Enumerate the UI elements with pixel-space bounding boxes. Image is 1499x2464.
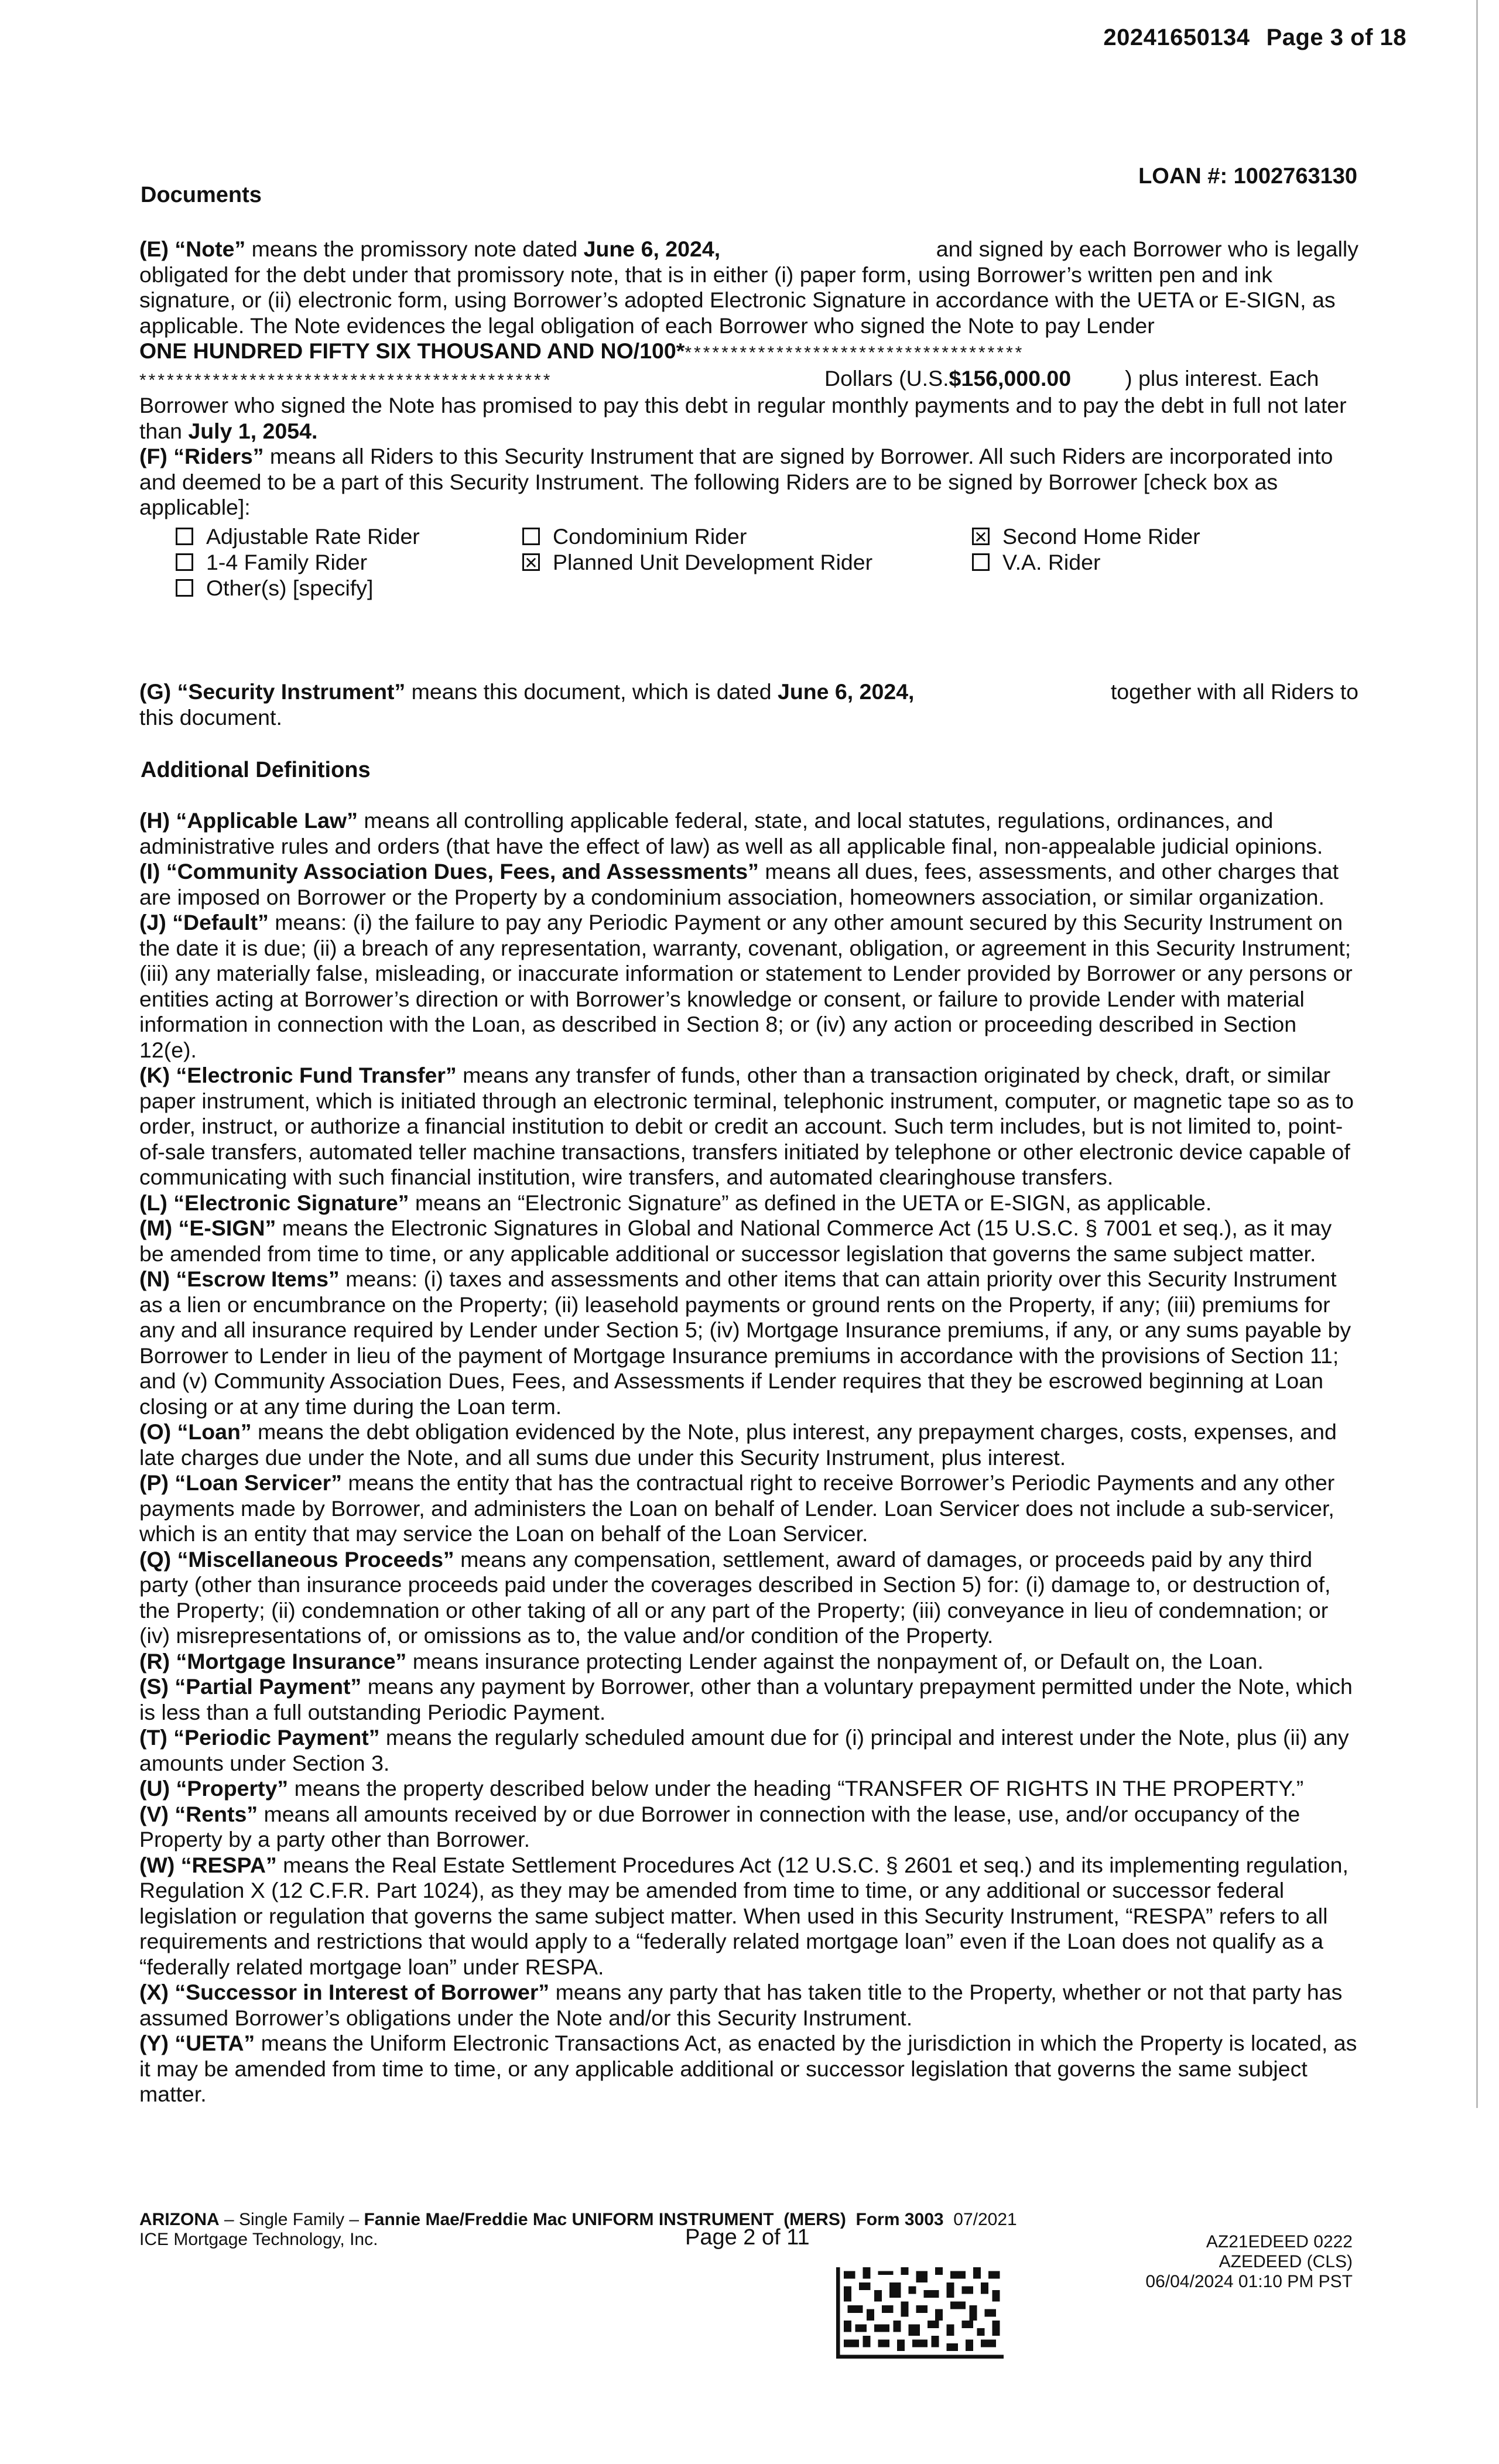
definition-item: (P) “Loan Servicer” means the entity that has the contractual right to receive Borrower’s Periodic Payments and any other payments made by Borrower, and administers the Loan on behalf of Lender. Loan Servicer does not include a sub-servicer, which is an entity that may service the Loan on behalf of the Loan Servicer. [139,1470,1335,1546]
rider-1-4-family[interactable]: 1-4 Family Rider [176,549,420,575]
definition-item: (K) “Electronic Fund Transfer” means any transfer of funds, other than a transaction originated by check, draft, or similar paper instrument, which is initiated through an electronic terminal, telephonic instrument, computer, or magnetic tape so as to order, instruct, or authorize a financial institution to debit or credit an account. Such term includes, but is not limited to, point-of-sale transfers, automated teller machine transactions, transfers initiated by telephone or other electronic device capable of communicating with such financial institution, wire transfers, and automated clearinghouse transfers. [139,1063,1354,1189]
loan-amount: $156,000.00 [949,365,1072,391]
scan-margin-line [1476,0,1478,2108]
stars-fill-1: ************************************* [685,343,1025,362]
note-text-rest: obligated for the debt under that promissory note, that is in either (i) paper form, using Borrower’s written pen and ink signature, or (ii) electronic form, using Borrower’s adopted Electronic Signature in accordance with the UETA or E-SIGN, as applicable. The Note evidences the legal obligation of each Borrower who signed the Note to pay Lender [139,262,1336,338]
footer-vendor: ICE Mortgage Technology, Inc. [139,2230,378,2249]
form-footer: ARIZONA – Single Family – Fannie Mae/Freddie Mac UNIFORM INSTRUMENT (MERS) Form 3003 07/2021 ICE Mortgage Technology, Inc. [139,2210,1017,2249]
stars-fill-2: ********************************************* [139,370,553,390]
definitions-list [139,808,1358,2107]
checkbox[interactable] [972,553,990,571]
definition-item: (J) “Default” means: (i) the failure to pay any Periodic Payment or any other amount secured by this Security Instrument on the date it is due; (ii) a breach of any representation, warranty, covenant, obligation, or agreement in this Security Instrument; (iii) any materially false, misleading, or inaccurate information or statement to Lender provided by Borrower or any persons or entities acting at Borrower’s direction or with Borrower’s knowledge or consent, or failure to provide Lender with material information in connection with the Loan, as described in Section 8; or (iv) any action or proceeding described in Section 12(e). [139,910,1353,1062]
riders-label: (F) “Riders” [139,444,264,468]
definition-item: (Q) “Miscellaneous Proceeds” means any compensation, settlement, award of damages, or proceeds paid by any third party (other than insurance proceeds paid under the coverages described in Section 5) for: (i) damage to, or destruction of, the Property; (ii) condemnation or other taking of all or any part of the Property; (iii) conveyance in lieu of condemnation; or (iv) misrepresentations of, or omissions as to, the value and/or condition of the Property. [139,1546,1331,1648]
security-label: (G) “Security Instrument” [139,679,406,704]
definition-item: (M) “E-SIGN” means the Electronic Signatures in Global and National Commerce Act (15 U.S.C. § 7001 et seq.), as it may be amended from time to time, or any applicable additional or successor legislation that governs the same subject matter. [139,1216,1332,1266]
rider-other[interactable]: Other(s) [specify] [176,575,420,601]
checkbox-checked[interactable]: ✕ [972,528,990,545]
note-date: June 6, 2024, [583,237,721,261]
rider-second-home[interactable]: ✕ Second Home Rider [972,523,1200,549]
definition-item: (W) “RESPA” means the Real Estate Settlement Procedures Act (12 U.S.C. § 2601 et seq.) and its implementing regulation, Regulation X (12 C.F.R. Part 1024), as they may be amended from time to time, or any additional or successor federal legislation or regulation that governs the same subject matter. When used in this Security Instrument, “RESPA” refers to all requirements and restrictions that would apply to a “federally related mortgage loan” even if the Loan does not qualify as a “federally related mortgage loan” under RESPA. [139,1852,1349,1979]
checkbox[interactable] [522,528,540,545]
amount-words: ONE HUNDRED FIFTY SIX THOUSAND AND NO/100* [139,338,685,363]
footer-codes: AZ21EDEED 0222 AZEDEED (CLS) 06/04/2024 01:10 PM PST [1145,2232,1353,2291]
checkbox[interactable] [176,528,193,545]
definition-item: (O) “Loan” means the debt obligation evidenced by the Note, plus interest, any prepayment charges, costs, expenses, and late charges due under the Note, and all sums due under this Security Instrument, plus interest. [139,1419,1337,1470]
definition-item: (T) “Periodic Payment” means the regularly scheduled amount due for (i) principal and interest under the Note, plus (ii) any amounts under Section 3. [139,1725,1349,1775]
page-count: Page 3 of 18 [1266,25,1406,50]
recording-header [1087,25,1406,51]
note-text-rest2: Borrower who signed the Note has promised to pay this debt in regular monthly payments and to pay the debt in full not later than [139,393,1347,443]
definition-item: (X) “Successor in Interest of Borrower” means any party that has taken title to the Property, whether or not that party has assumed Borrower’s obligations under the Note and/or this Security Instrument. [139,1980,1343,2030]
definition-item: (Y) “UETA” means the Uniform Electronic Transactions Act, as enacted by the jurisdiction in which the Property is located, as it may be amended from time to time, or any applicable additional or successor legislation that governs the same subject matter. [139,2031,1357,2106]
record-number: 20241650134 [1103,25,1250,50]
definition-item: (R) “Mortgage Insurance” means insurance protecting Lender against the nonpayment of, or Default on, the Loan. [139,1648,1264,1674]
definition-item: (N) “Escrow Items” means: (i) taxes and assessments and other items that can attain priority over this Security Instrument as a lien or encumbrance on the Property; (ii) leasehold payments or ground rents on the Property, if any; (iii) premiums for any and all insurance required by Lender under Section 5; (iv) Mortgage Insurance premiums, if any, or any sums payable by Borrower to Lender in lieu of the payment of Mortgage Insurance premiums in accordance with the provisions of Section 11; and (v) Community Association Dues, Fees, and Assessments if Lender requires that they be escrowed beginning at Loan closing or at any time during the Loan term. [139,1267,1351,1419]
definition-item: (V) “Rents” means all amounts received by or due Borrower in connection with the lease, use, and/or occupancy of the Property by a party other than Borrower. [139,1801,1300,1852]
checkbox-checked[interactable]: ✕ [522,553,540,571]
definition-item: (I) “Community Association Dues, Fees, and Assessments” means all dues, fees, assessments, and other charges that are imposed on Borrower or the Property by a condominium association, homeowners association, or similar organization. [139,859,1339,909]
dollars-label: Dollars (U.S. [824,365,949,391]
definition-item: (U) “Property” means the property described below under the heading “TRANSFER OF RIGHTS IN THE PROPERTY.” [139,1776,1304,1801]
security-instrument-definition: (G) “Security Instrument” means this document, which is dated June 6, 2024, together with all Riders to this document. [139,679,1358,730]
additional-definitions-heading: Additional Definitions [141,758,371,782]
maturity-date: July 1, 2054. [188,418,318,443]
footer-state: ARIZONA [139,2210,220,2229]
security-date: June 6, 2024, [777,679,915,704]
note-definition [139,237,1358,521]
documents-label: Documents [141,183,262,207]
note-label: (E) “Note” [139,237,246,261]
riders-text: means all Riders to this Security Instrument that are signed by Borrower. All such Riders are incorporated into and deemed to be a part of this Security Instrument. The following Riders are to be signed by Borrower [check box as applicable]: [139,444,1333,519]
barcode-icon [836,2267,1004,2359]
note-text-b: and signed by each Borrower who is legally [936,237,1358,261]
footer-form-name: Fannie Mae/Freddie Mac UNIFORM INSTRUMENT [364,2210,774,2229]
checkbox[interactable] [176,579,193,597]
rider-condominium[interactable]: Condominium Rider [522,523,872,549]
note-text-a: means the promissory note dated [245,237,584,261]
rider-va[interactable]: V.A. Rider [972,549,1200,575]
rider-planned-unit-development[interactable]: ✕ Planned Unit Development Rider [522,549,872,575]
plus-interest: ) plus interest. Each [1125,365,1319,391]
rider-adjustable-rate[interactable]: Adjustable Rate Rider [176,523,420,549]
definition-item: (H) “Applicable Law” means all controlling applicable federal, state, and local statutes, regulations, ordinances, and administrative rules and orders (that have the effect of law) as well as all applicable final, non-appealable judicial opinions. [139,808,1323,858]
loan-number: LOAN #: 1002763130 [1138,164,1357,189]
form-page-number: Page 2 of 11 [685,2225,810,2250]
definition-item: (L) “Electronic Signature” means an “Electronic Signature” as defined in the UETA or E-SIGN, as applicable. [139,1190,1212,1215]
definition-item: (S) “Partial Payment” means any payment by Borrower, other than a voluntary prepayment permitted under the Note, which is less than a full outstanding Periodic Payment. [139,1674,1353,1724]
checkbox[interactable] [176,553,193,571]
